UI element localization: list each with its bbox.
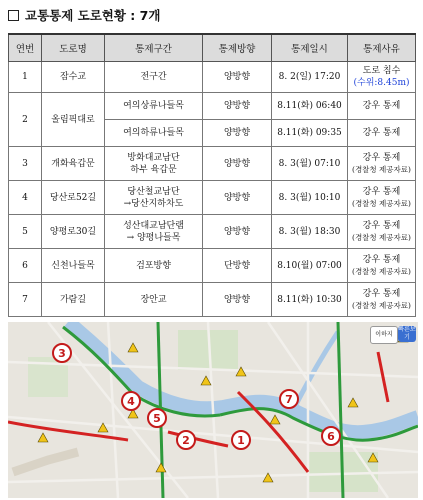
control-direction: 양방향 — [203, 215, 272, 249]
traffic-map[interactable] — [8, 322, 418, 498]
table-row — [9, 147, 416, 181]
column-header: 통제사유 — [348, 34, 416, 62]
control-direction: 양방향 — [203, 147, 272, 181]
control-direction: 양방향 — [203, 93, 272, 120]
control-datetime: 8. 2(일) 17:20 — [272, 62, 348, 93]
control-reason-cell — [348, 181, 416, 215]
map-marker-5[interactable]: 5 — [147, 408, 167, 428]
control-reason: 강우 통제 — [362, 186, 401, 197]
control-section-cell — [105, 181, 203, 215]
control-section-cell — [105, 215, 203, 249]
control-datetime: 8.11(화) 06:40 — [272, 93, 348, 120]
control-section-line2: →당산지하차도 — [123, 198, 184, 209]
table-row — [9, 283, 416, 317]
row-number: 2 — [9, 93, 42, 147]
control-reason: 강우 통제 — [362, 254, 401, 265]
closure-table — [8, 33, 416, 317]
source-note: (경찰청 제공자료) — [352, 198, 411, 208]
control-reason: 강우 통제 — [348, 120, 416, 147]
row-number: 4 — [9, 181, 42, 215]
control-direction: 양방향 — [203, 283, 272, 317]
map-layer-button[interactable]: 빠른보기 — [398, 326, 416, 341]
control-section: 방화대교남단 — [127, 152, 180, 163]
control-datetime: 8. 3(월) 07:10 — [272, 147, 348, 181]
source-note: (경찰청 제공자료) — [352, 266, 411, 276]
row-number: 6 — [9, 249, 42, 283]
control-datetime: 8. 3(월) 10:10 — [272, 181, 348, 215]
control-direction: 양방향 — [203, 181, 272, 215]
column-header: 통제구간 — [105, 34, 203, 62]
control-section-line2: → 양평나들목 — [126, 232, 181, 243]
control-section: 전구간 — [105, 62, 203, 93]
road-name: 당산로52길 — [42, 181, 105, 215]
table-row — [9, 93, 416, 120]
control-datetime: 8.10(월) 07:00 — [272, 249, 348, 283]
map-marker-1[interactable]: 1 — [231, 430, 251, 450]
road-name: 올림픽대로 — [42, 93, 105, 147]
control-reason-cell — [348, 283, 416, 317]
control-section: 장안교 — [105, 283, 203, 317]
map-marker-7[interactable]: 7 — [279, 389, 299, 409]
road-name: 가람길 — [42, 283, 105, 317]
control-reason: 강우 통제 — [362, 152, 401, 163]
row-number: 5 — [9, 215, 42, 249]
table-row — [9, 249, 416, 283]
control-section: 여의하류나들목 — [105, 120, 203, 147]
water-level-note: (수위:8.45m) — [353, 78, 410, 88]
road-name: 개화육갑문 — [42, 147, 105, 181]
control-direction: 단방향 — [203, 249, 272, 283]
control-direction: 양방향 — [203, 62, 272, 93]
control-section-line2: 하부 육갑문 — [130, 164, 177, 175]
table-row — [9, 181, 416, 215]
control-section: 당산철교남단 — [127, 186, 180, 197]
control-section-cell — [105, 147, 203, 181]
section-header — [8, 6, 160, 24]
source-note: (경찰청 제공자료) — [352, 164, 411, 174]
control-datetime: 8.11(화) 09:35 — [272, 120, 348, 147]
control-reason: 도로 침수 — [362, 66, 401, 76]
map-zoom-control[interactable]: 이하지 — [370, 326, 398, 344]
control-reason: 강우 통제 — [348, 93, 416, 120]
control-reason-cell — [348, 62, 416, 93]
control-datetime: 8. 3(월) 18:30 — [272, 215, 348, 249]
control-direction: 양방향 — [203, 120, 272, 147]
column-header: 도로명 — [42, 34, 105, 62]
checkbox-icon — [8, 10, 19, 21]
control-reason-cell — [348, 215, 416, 249]
control-section: 성산대교남단램 — [123, 220, 184, 231]
table-row — [9, 215, 416, 249]
control-reason-cell — [348, 249, 416, 283]
row-number: 3 — [9, 147, 42, 181]
control-section: 여의상류나들목 — [105, 93, 203, 120]
source-note: (경찰청 제공자료) — [352, 232, 411, 242]
row-number: 1 — [9, 62, 42, 93]
map-marker-3[interactable]: 3 — [52, 343, 72, 363]
road-name: 신천나들목 — [42, 249, 105, 283]
table-row — [9, 62, 416, 93]
control-reason: 강우 통제 — [362, 288, 401, 299]
table-header-row — [9, 34, 416, 62]
control-reason: 강우 통제 — [362, 220, 401, 231]
column-header: 연번 — [9, 34, 42, 62]
map-marker-6[interactable]: 6 — [321, 426, 341, 446]
row-number: 7 — [9, 283, 42, 317]
column-header: 통제일시 — [272, 34, 348, 62]
control-datetime: 8.11(화) 10:30 — [272, 283, 348, 317]
section-title: 교통통제 도로현황 : 7개 — [25, 8, 161, 23]
source-note: (경찰청 제공자료) — [352, 300, 411, 310]
map-marker-4[interactable]: 4 — [121, 391, 141, 411]
road-name: 양평로30길 — [42, 215, 105, 249]
control-reason-cell — [348, 147, 416, 181]
column-header: 통제방향 — [203, 34, 272, 62]
map-marker-2[interactable]: 2 — [176, 430, 196, 450]
control-section: 검포방향 — [105, 249, 203, 283]
road-name: 잠수교 — [42, 62, 105, 93]
